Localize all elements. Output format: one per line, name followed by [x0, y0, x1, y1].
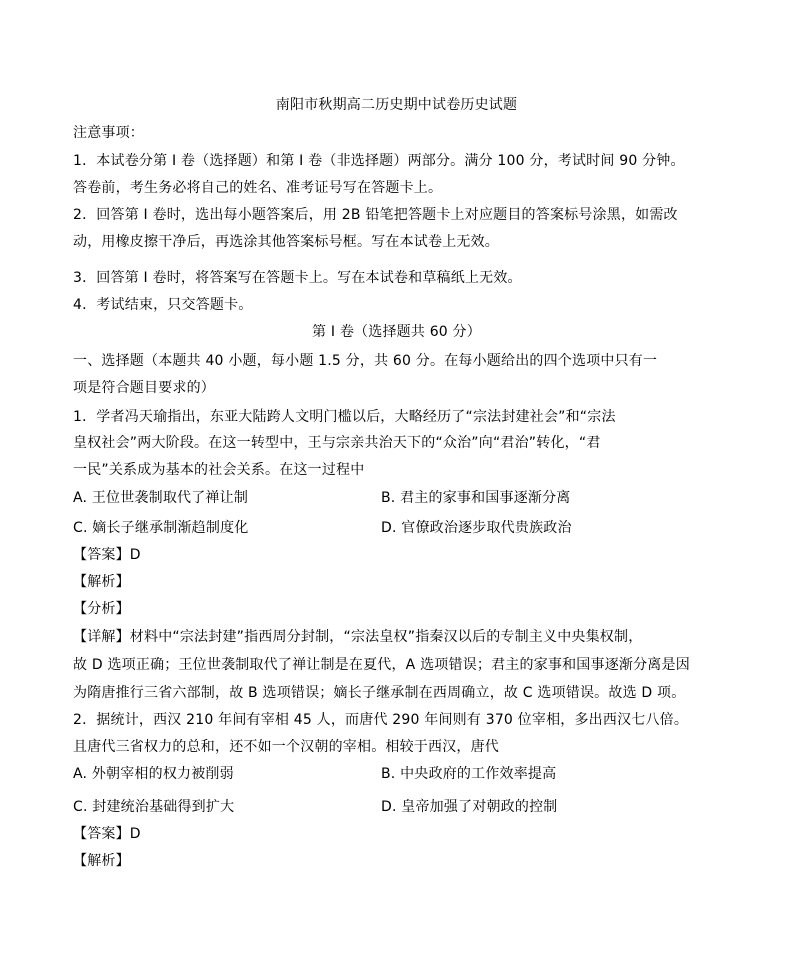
q2-option-c: C. 封建统治基础得到扩大 — [73, 799, 235, 815]
q2-option-d: D. 皇帝加强了对朝政的控制 — [381, 799, 558, 815]
q1-option-d: D. 官僚政治逐步取代贵族政治 — [381, 520, 572, 536]
page-title: 南阳市秋期高二历史期中试卷历史试题 — [275, 97, 518, 113]
q1-answer: 【答案】D — [73, 547, 141, 563]
q1-option-c: C. 嫡长子继承制渐趋制度化 — [73, 520, 249, 536]
q2-option-a: A. 外朝宰相的权力被削弱 — [73, 766, 234, 782]
q2-option-b: B. 中央政府的工作效率提高 — [381, 766, 557, 782]
notice-item-2: 2．回答第 I 卷时，选出每小题答案后，用 2B 铅笔把答题卡上对应题目的答案标号涂黑，如需改 — [73, 207, 678, 223]
q1-option-a: A. 王位世袭制取代了禅让制 — [73, 490, 249, 506]
section-title: 第 I 卷（选择题共 60 分） — [312, 324, 481, 340]
q1-analysis-label: 【解析】 — [73, 574, 130, 590]
notice-item-2-cont: 动，用橡皮擦干净后，再选涂其他答案标号框。写在本试卷上无效。 — [73, 234, 499, 250]
q2-answer: 【答案】D — [73, 826, 141, 842]
q1-stem-line-3: 一民”关系成为基本的社会关系。在这一过程中 — [73, 462, 365, 478]
q1-detail-line-2: 故 D 选项正确；王位世袭制取代了禅让制是在夏代，A 选项错误；君主的家事和国事逐渐分离是因 — [73, 657, 690, 673]
notice-item-3: 3．回答第 I 卷时，将答案写在答题卡上。写在本试卷和草稿纸上无效。 — [73, 270, 522, 286]
q1-detail-line-3: 为隋唐推行三省六部制，故 B 选项错误；嫡长子继承制在西周确立，故 C 选项错误。故选 D 项。 — [73, 685, 686, 701]
q1-stem-line-1: 1．学者冯天瑜指出，东亚大陆跨人文明门槛以后，大略经历了“宗法封建社会”和“宗法 — [73, 409, 616, 425]
notice-item-4: 4．考试结束，只交答题卡。 — [73, 297, 253, 313]
q1-detail-line-1: 【详解】材料中“宗法封建”指西周分封制，“宗法皇权”指秦汉以后的专制主义中央集权制， — [73, 629, 643, 645]
q1-option-b: B. 君主的家事和国事逐渐分离 — [381, 490, 571, 506]
instructions-line-2: 项是符合题目要求的） — [73, 380, 215, 396]
q2-stem-line-1: 2．据统计，西汉 210 年间有宰相 45 人，而唐代 290 年间则有 370 位宰相，多出西汉七八倍。 — [73, 712, 689, 728]
q2-analysis-label: 【解析】 — [73, 853, 130, 869]
instructions-line-1: 一、选择题（本题共 40 小题，每小题 1.5 分，共 60 分。在每小题给出的四个选项中只有一 — [73, 353, 658, 369]
notice-item-1-cont: 答卷前，考生务必将自己的姓名、准考证号写在答题卡上。 — [73, 180, 443, 196]
notice-item-1: 1．本试卷分第 I 卷（选择题）和第 I 卷（非选择题）两部分。满分 100 分，考试时间 90 分钟。 — [73, 153, 685, 169]
q1-stem-line-2: 皇权社会”两大阶段。在这一转型中，王与宗亲共治天下的“众治”向“君治”转化，“君 — [73, 435, 601, 451]
q2-stem-line-2: 且唐代三省权力的总和，还不如一个汉朝的宰相。相较于西汉，唐代 — [73, 739, 499, 755]
notice-heading: 注意事项： — [73, 125, 144, 141]
q1-fenxi-label: 【分析】 — [73, 601, 130, 617]
